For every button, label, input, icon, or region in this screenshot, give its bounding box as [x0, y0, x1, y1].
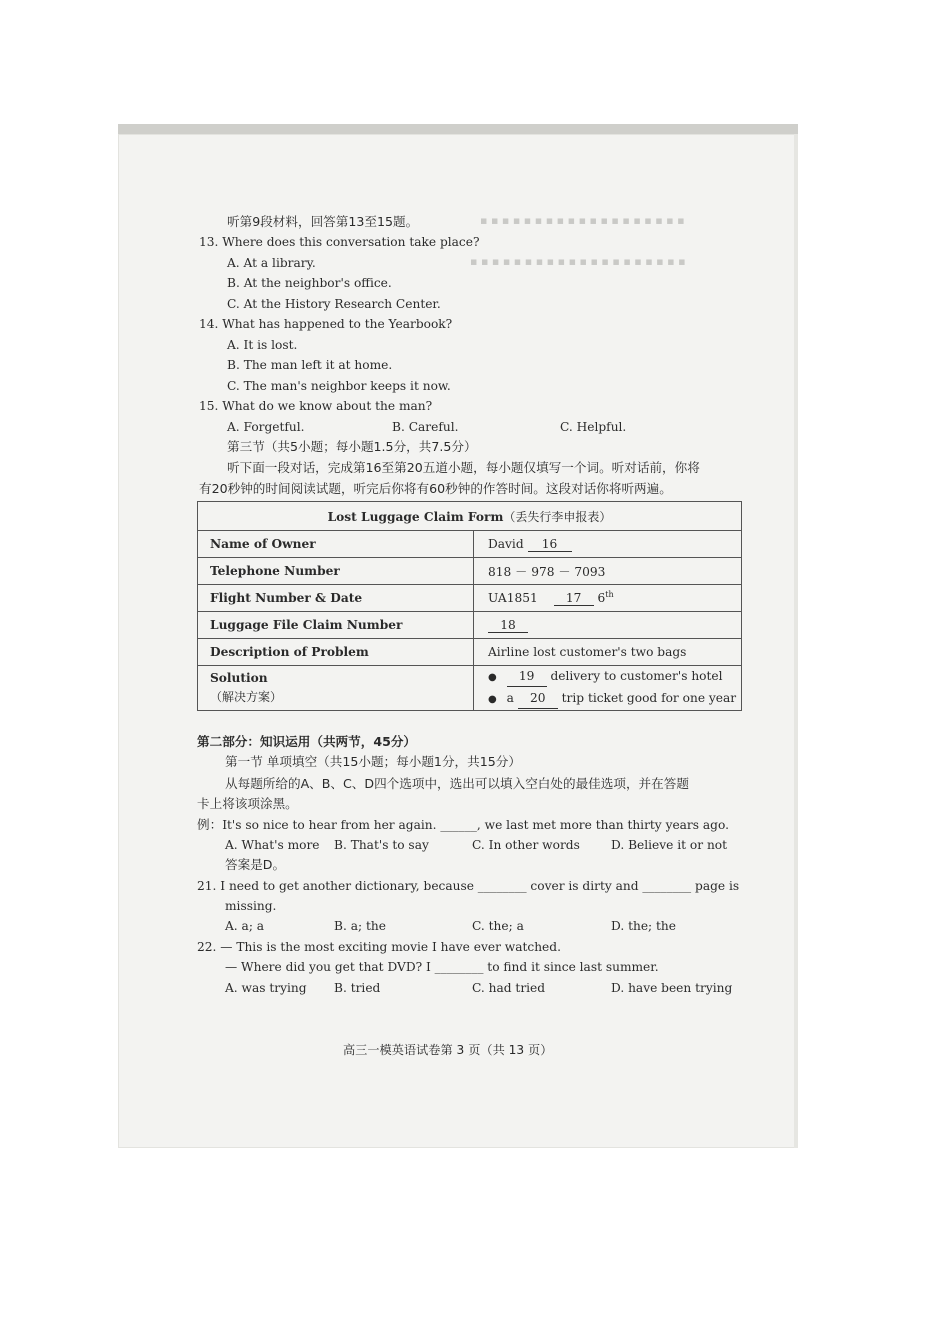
- solution-bullet-1: [488, 666, 741, 688]
- answer-blank-19: 19: [507, 666, 547, 687]
- solution-text-2: trip ticket good for one year: [561, 691, 737, 705]
- part2-instructions-2: 卡上将该项涂黑。: [197, 796, 298, 811]
- q21-option-c: C. the; a: [472, 919, 524, 933]
- form-value-owner: [474, 531, 742, 558]
- answer-blank-18: 18: [488, 618, 528, 633]
- form-value-solution: [474, 666, 742, 711]
- q21-option-a: A. a; a: [225, 919, 265, 933]
- q13-stem: 13. Where does this conversation take place?: [199, 235, 480, 249]
- q21-option-b: B. a; the: [334, 919, 386, 933]
- part2-title: 第二部分：知识运用（共两节，45分）: [197, 734, 417, 749]
- form-row: [198, 558, 742, 585]
- q22-line1: 22. — This is the most exciting movie I have ever watched.: [197, 940, 561, 954]
- section3-instructions-1: 听下面一段对话，完成第16至第20五道小题，每小题仅填写一个词。听对话前，你将: [227, 460, 700, 475]
- example-stem: It's so nice to hear from her again. ______, we last met more than thirty years ago.: [222, 818, 729, 832]
- q22-option-c: C. had tried: [472, 981, 546, 995]
- q22-option-a: A. was trying: [225, 981, 307, 995]
- q15-option-b: B. Careful.: [392, 420, 459, 434]
- answer-blank-17: 17: [554, 591, 594, 606]
- example-answer: 答案是D。: [225, 857, 286, 872]
- form-row: [198, 639, 742, 666]
- form-title-zh: （丢失行李申报表）: [503, 509, 612, 524]
- bullet-icon: ●: [488, 672, 497, 683]
- answer-blank-20: 20: [518, 688, 558, 709]
- q21-stem-line2: missing.: [225, 899, 277, 913]
- form-value-description: Airline lost customer's two bags: [474, 639, 742, 666]
- form-label-description: Description of Problem: [198, 639, 474, 666]
- owner-first-name: David: [488, 536, 524, 551]
- q22-option-b: B. tried: [334, 981, 381, 995]
- form-value-flight: [474, 585, 742, 612]
- part2-instructions-1: 从每题所给的A、B、C、D四个选项中，选出可以填入空白处的最佳选项，并在答题: [225, 776, 689, 791]
- lost-luggage-claim-form: [197, 501, 742, 711]
- bleed-through-text: ▪ ▪ ▪ ▪ ▪ ▪ ▪ ▪ ▪ ▪ ▪ ▪ ▪ ▪ ▪ ▪ ▪ ▪ ▪: [480, 214, 685, 227]
- bullet-icon: ●: [488, 694, 497, 705]
- q21-option-d: D. the; the: [611, 919, 676, 933]
- example-option-d: D. Believe it or not: [611, 838, 728, 852]
- example-question: [197, 817, 729, 833]
- example-option-c: C. In other words: [472, 838, 580, 852]
- page-edge-shadow: [794, 134, 798, 1148]
- solution-text-1: delivery to customer's hotel: [550, 669, 723, 683]
- part2-section1-title: 第一节 单项填空（共15小题；每小题1分，共15分）: [225, 754, 521, 769]
- form-row: [198, 666, 742, 711]
- form-title-cell: [198, 502, 742, 531]
- solution-label: Solution: [210, 671, 268, 685]
- solution-prefix-2: a: [506, 691, 514, 705]
- form-label-solution: [198, 666, 474, 711]
- q22-option-d: D. have been trying: [611, 981, 733, 995]
- bleed-through-text: ▪ ▪ ▪ ▪ ▪ ▪ ▪ ▪ ▪ ▪ ▪ ▪ ▪ ▪ ▪ ▪ ▪ ▪ ▪ ▪: [470, 255, 686, 268]
- q14-option-b: B. The man left it at home.: [227, 358, 393, 372]
- solution-bullet-2: [488, 688, 741, 710]
- q13-option-a: A. At a library.: [227, 256, 316, 270]
- solution-label-zh: （解决方案）: [210, 690, 283, 704]
- answer-blank-16: 16: [528, 537, 572, 552]
- q13-option-b: B. At the neighbor's office.: [227, 276, 392, 290]
- flight-day: 6: [597, 591, 606, 606]
- form-label-telephone: Telephone Number: [198, 558, 474, 585]
- listening-intro-9: 听第9段材料，回答第13至15题。: [227, 214, 419, 229]
- form-label-flight: Flight Number & Date: [198, 585, 474, 612]
- example-prefix: 例：: [197, 817, 223, 832]
- form-label-owner: Name of Owner: [198, 531, 474, 558]
- flight-day-suffix: th: [605, 589, 614, 599]
- q14-option-c: C. The man's neighbor keeps it now.: [227, 379, 451, 393]
- form-title: Lost Luggage Claim Form: [327, 509, 504, 524]
- example-option-b: B. That's to say: [334, 838, 429, 852]
- example-option-a: A. What's more: [225, 838, 320, 852]
- q21-stem-line1: 21. I need to get another dictionary, because ________ cover is dirty and ________ page is: [197, 879, 740, 893]
- page-footer: 高三一模英语试卷第 3 页（共 13 页）: [343, 1043, 553, 1057]
- form-row: [198, 612, 742, 639]
- q15-option-a: A. Forgetful.: [227, 420, 305, 434]
- flight-number: UA1851: [488, 591, 538, 606]
- form-value-claim-number: [474, 612, 742, 639]
- form-row: [198, 585, 742, 612]
- q14-stem: 14. What has happened to the Yearbook?: [199, 317, 453, 331]
- form-value-telephone: 818 － 978 － 7093: [474, 558, 742, 585]
- q22-line2: — Where did you get that DVD? I ________ to find it since last summer.: [225, 960, 659, 974]
- q13-option-c: C. At the History Research Center.: [227, 297, 441, 311]
- form-row: [198, 531, 742, 558]
- section3-instructions-2: 有20秒钟的时间阅读试题，听完后你将有60秒钟的作答时间。这段对话你将听两遍。: [199, 481, 672, 496]
- q15-option-c: C. Helpful.: [560, 420, 627, 434]
- section3-title: 第三节（共5小题；每小题1.5分，共7.5分）: [227, 439, 477, 454]
- q14-option-a: A. It is lost.: [227, 338, 298, 352]
- q15-stem: 15. What do we know about the man?: [199, 399, 433, 413]
- form-label-claim-number: Luggage File Claim Number: [198, 612, 474, 639]
